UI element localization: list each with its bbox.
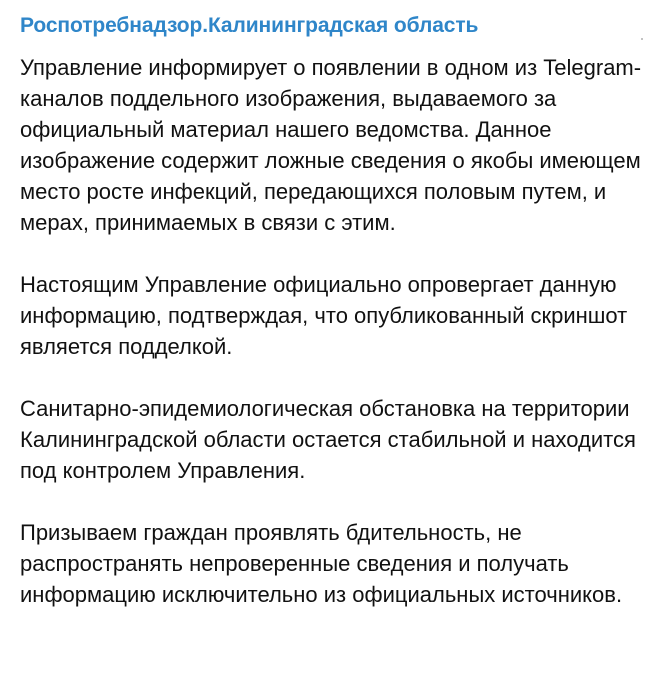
message-paragraph-1: Управление информирует о появлении в одном из Telegram-каналов поддельного изображения, выдаваемого за официальный материал нашего ведомства. Данное изображение содержит ложные сведения о якобы имеющем место росте инфекций, передающихся половым путем, и мерах, принимаемых в связи с этим. xyxy=(20,55,642,235)
message-paragraph-2: Настоящим Управление официально опровергает данную информацию, подтверждая, что опубликованный скриншот является подделкой. xyxy=(20,272,628,359)
channel-name[interactable]: Роспотребнадзор.Калининградская область xyxy=(20,14,479,37)
message-menu-dot-icon xyxy=(641,38,643,40)
message-paragraph-4: Призываем граждан проявлять бдительность, не распространять непроверенные сведения и получать информацию исключительно из официальных источников. xyxy=(20,520,623,607)
message-body xyxy=(20,52,645,610)
message-paragraph-3: Санитарно-эпидемиологическая обстановка на территории Калининградской области остается стабильной и находится под контролем Управления. xyxy=(20,396,636,483)
